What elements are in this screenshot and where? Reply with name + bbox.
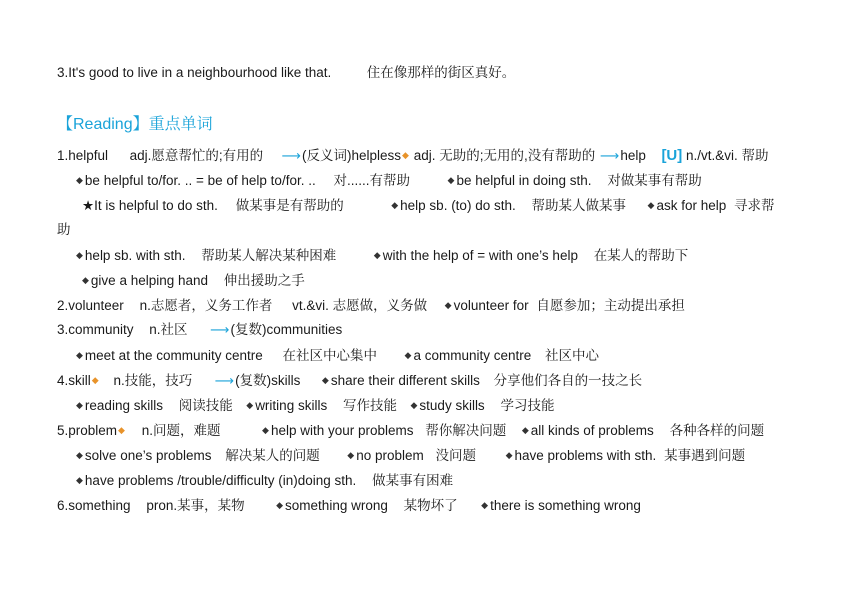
orange-diamond-icon: ◆ (118, 425, 125, 435)
orange-diamond-icon: ◆ (402, 150, 409, 160)
phrase-zh: 学习技能 (500, 398, 555, 413)
diamond-bullet-icon: ◆ (246, 400, 254, 410)
diamond-bullet-icon: ◆ (262, 425, 269, 435)
phrase-zh: 社区中心 (545, 348, 600, 363)
phrase-row (82, 196, 775, 215)
phrase-row (76, 471, 453, 490)
diamond-bullet-icon: ◆ (347, 450, 355, 460)
phrase-en: a community centre (413, 348, 532, 363)
diamond-bullet-icon: ◆ (404, 350, 412, 360)
definition: n.技能，技巧 (113, 373, 193, 388)
plural: (复数)communities (230, 322, 343, 337)
entry-skill (57, 371, 642, 390)
phrase-zh: 做某事有困难 (372, 473, 454, 488)
phrase-zh: 伸出援助之手 (223, 273, 305, 288)
phrase-en: with the help of = with one’s help (382, 248, 578, 263)
definition: n.社区 (149, 322, 188, 337)
word-community: 3.community (57, 322, 134, 337)
phrase-zh: 做某事是有帮助的 (235, 198, 344, 213)
phrase-zh: 对......有帮助 (333, 173, 410, 188)
entry-community (57, 321, 342, 339)
right-arrow-icon: ⟶ (281, 148, 301, 163)
phrase-zh: 帮你解决问题 (425, 423, 507, 438)
phrase-row (76, 246, 688, 265)
right-arrow-icon: ⟶ (600, 148, 620, 163)
phrase-en: help sb. (to) do sth. (400, 198, 516, 213)
diamond-bullet-icon: ◆ (76, 450, 83, 460)
phrase-zh: 阅读技能 (178, 398, 233, 413)
phrase-zh: 分享他们各自的一技之长 (493, 373, 643, 388)
phrase-en: help with your problems (270, 423, 414, 438)
related-definition: n./vt.&vi. 帮助 (686, 148, 769, 163)
definition: n.问题，难题 (141, 423, 221, 438)
related-word: help (620, 148, 646, 163)
sentence-en: 3.It's good to live in a neighbourhood like that. (57, 65, 332, 80)
phrase-zh: 某物坏了 (403, 498, 458, 513)
entry-helpful (57, 146, 769, 165)
phrase-en: have problems with sth. (514, 448, 657, 463)
antonym-definition: adj. 无助的;无用的,没有帮助的 (413, 148, 596, 163)
phrase-en: all kinds of problems (530, 423, 654, 438)
orange-diamond-icon: ◆ (91, 375, 99, 385)
phrase-row (76, 346, 599, 365)
phrase-zh: 对做某事有帮助 (607, 173, 702, 188)
phrase-en: writing skills (255, 398, 328, 413)
diamond-bullet-icon: ◆ (321, 375, 329, 385)
phrase-en: there is something wrong (490, 498, 641, 513)
phrase-en: give a helping hand (90, 273, 209, 288)
phrase-zh: 某事遇到问题 (664, 448, 746, 463)
phrase-en: ★It is helpful to do sth. (82, 198, 218, 213)
right-arrow-icon: ⟶ (210, 322, 230, 337)
antonym: (反义词)helpless (302, 148, 402, 163)
definition: adj.愿意帮忙的;有用的 (129, 148, 264, 163)
diamond-bullet-icon: ◆ (76, 350, 83, 360)
phrase-en: ask for help (656, 198, 727, 213)
phrase-en: volunteer for (453, 298, 529, 313)
phrase-en: be helpful to/for. .. = be of help to/for. .. (84, 173, 316, 188)
phrase-en: reading skills (84, 398, 163, 413)
diamond-bullet-icon: ◆ (373, 250, 381, 260)
phrase-en: be helpful in doing sth. (456, 173, 592, 188)
diamond-bullet-icon: ◆ (76, 475, 83, 485)
phrase-en: have problems /trouble/difficulty (in)doing sth. (84, 473, 357, 488)
phrase-zh: 在社区中心集中 (282, 348, 378, 363)
word-skill: 4.skill (57, 373, 91, 388)
phrase-zh: 寻求帮 (734, 198, 775, 213)
diamond-bullet-icon: ◆ (447, 175, 455, 185)
diamond-bullet-icon: ◆ (391, 200, 399, 210)
right-arrow-icon: ⟶ (214, 373, 235, 388)
phrase-en: solve one’s problems (84, 448, 212, 463)
diamond-bullet-icon: ◆ (481, 500, 489, 510)
word-problem: 5.problem (57, 423, 118, 438)
diamond-bullet-icon: ◆ (76, 400, 83, 410)
entry-volunteer (57, 296, 685, 315)
plural: (复数)skills (235, 373, 301, 388)
phrase-zh: 在某人的帮助下 (593, 248, 689, 263)
word-helpful: 1.helpful (57, 148, 109, 163)
definition: pron.某事，某物 (146, 498, 245, 513)
phrase-en: study skills (419, 398, 485, 413)
section-heading: 【Reading】重点单词 (57, 116, 213, 133)
phrase-zh: 帮助某人解决某种困难 (201, 248, 337, 263)
diamond-bullet-icon: ◆ (76, 250, 83, 260)
entry-something (57, 496, 641, 515)
phrase-en: no problem (356, 448, 424, 463)
diamond-bullet-icon: ◆ (505, 450, 513, 460)
phrase-en: help sb. with sth. (84, 248, 186, 263)
phrase-wrap: 助 (57, 222, 71, 237)
phrase-row (76, 396, 554, 415)
definition: vt.&vi. 志愿做，义务做 (292, 298, 428, 313)
phrase-zh: 各种各样的问题 (669, 423, 765, 438)
sentence-zh: 住在像那样的街区真好。 (366, 65, 516, 80)
phrase-zh: 解决某人的问题 (225, 448, 320, 463)
diamond-bullet-icon: ◆ (647, 200, 655, 210)
diamond-bullet-icon: ◆ (410, 400, 418, 410)
word-something: 6.something (57, 498, 131, 513)
uncountable-mark: [U] (661, 147, 683, 164)
phrase-en: share their different skills (330, 373, 480, 388)
diamond-bullet-icon: ◆ (444, 300, 452, 310)
phrase-row (76, 446, 745, 465)
phrase-en: meet at the community centre (84, 348, 263, 363)
phrase-row (82, 271, 305, 290)
phrase-zh: 没问题 (435, 448, 477, 463)
phrase-en: something wrong (285, 498, 388, 513)
diamond-bullet-icon: ◆ (76, 175, 83, 185)
diamond-bullet-icon: ◆ (82, 275, 89, 285)
phrase-zh: 帮助某人做某事 (531, 198, 626, 213)
phrase-zh: 自愿参加；主动提出承担 (536, 298, 685, 313)
example-sentence-3 (57, 64, 515, 82)
definition: n.志愿者，义务工作者 (139, 298, 273, 313)
phrase-row (76, 171, 702, 190)
diamond-bullet-icon: ◆ (276, 500, 284, 510)
word-volunteer: 2.volunteer (57, 298, 124, 313)
diamond-bullet-icon: ◆ (521, 425, 529, 435)
entry-problem (57, 421, 764, 440)
phrase-zh: 写作技能 (342, 398, 397, 413)
